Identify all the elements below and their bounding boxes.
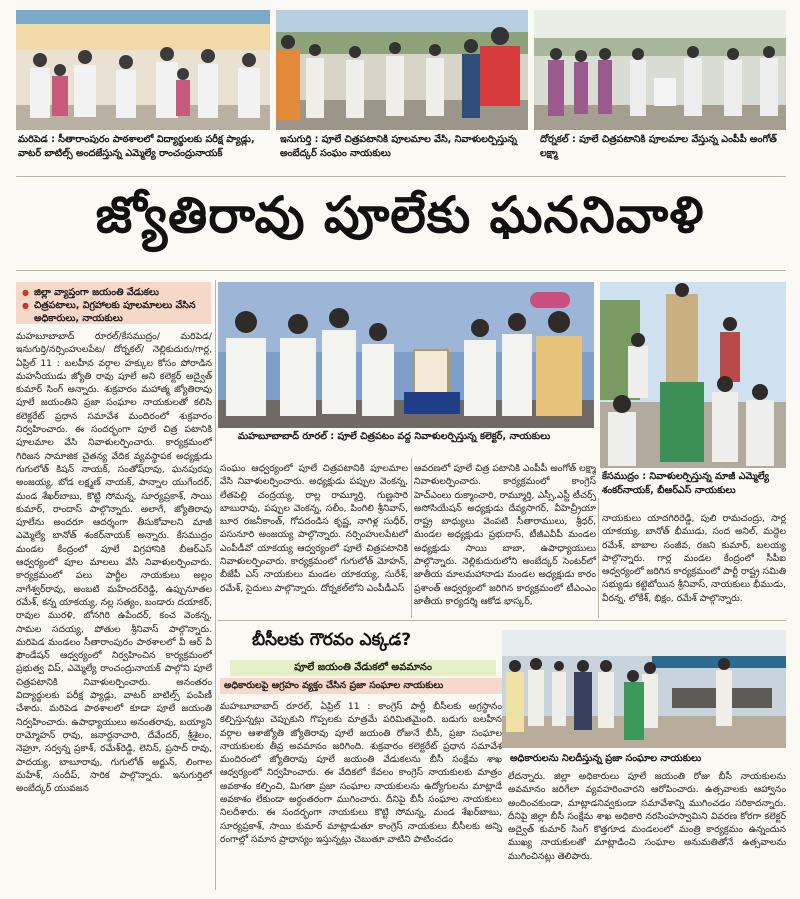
highlights-box — [16, 282, 211, 324]
article-column-center-right — [414, 462, 596, 616]
article-column-center — [220, 462, 408, 616]
article-text: సంఘం ఆధ్వర్యంలో పూలే చిత్రపటానికి పూలమాల వేసి నివాళులర్పించారు. అధ్యక్షుడు పప్పుల వెంకన్న, లేతపెల్లి చంద్రయ్య, రాల్ల రామ్మూర్తి, గుణ్ణసారి బాబురావు, పప్పుల వెంకన్న, సలీం, పింగిలి శ్రీనివాస్, బూర రజనీకాంత్, గోపదండిస కృష్ణ, నాగిళ్ల సుధీర్, పసునూరి అంజయ్య పాల్గొన్నారు. నర్సింహులపేటలో ఎంపీడీవో యాకయ్య ఆధ్వర్యంలో పూలే చిత్రపటానికి నివాళులర్పించారు. కార్యక్రమంలో గుగులోత్ మోహన్, బీజేపీ ఎస్ నాయకులు మండల యాకయ్య, సురేశ్, రమేశ్, సైదులు పాల్గొన్నారు. దోర్నకల్‌లోని ఎంపీడీఎస్ — [220, 463, 408, 594]
page-headline: జ్యోతిరావు పూలేకు ఘననివాళి — [95, 186, 705, 244]
divider-col-1 — [215, 280, 216, 890]
caption-kesamudram-tribute: కేసముద్రం : నివాళులర్పిస్తున్న మాజీ ఎమ్మెల్యే శంకర్‌నాయక్, బీఆర్ఎస్ నాయకులు — [602, 471, 769, 496]
highlight-bullet: ● జిల్లా వ్యాప్తంగా జయంతి వేడుకలు — [22, 286, 205, 299]
article-text: నాయకులు యాదగిరిరెడ్డి, పులి రామచంద్రు, సార్ల యాకయ్య, బానోత్ భీముడు, సంద అనిల్, మద్దెల రమేశ్, బాబాల సంజీవ, రజని కుమార్, బలయ్య పాల్గొన్నారు. గార్ల మండల కేంద్రంలో సీపీఐ ఆధ్వర్యంలో జరిగిన కార్యక్రమంలో పార్టీ రాష్ట్ర సమితి సభ్యుడు కట్టెబోయిన శ్రీనివాస్, నాయకులు భీముడు, వీరన్న, లోకేశ్, భిక్షం, రమేశ్ పాల్గొన్నారు. — [602, 513, 786, 604]
substory-body-right — [508, 770, 786, 886]
caption-top-left: మరిపెడ : సీతారాంపురం పాఠశాలలో విద్యార్థులకు పరీక్ష ప్యాడ్లు, వాటర్ బాటిల్స్ అందజేస్తున్న ఎమ్మెల్యే రాంచంద్రునాయక్ — [18, 134, 255, 159]
photo-kesamudram-tribute — [600, 282, 786, 468]
photo-leaders-questioning — [502, 630, 786, 748]
highlight-bullet: ● చిత్రపటాలు, విగ్రహాలకు పూలమాలలు వేసిన అధికారులు, నాయకులు — [22, 299, 205, 325]
caption-leaders-questioning: అధికారులను నిలదీస్తున్న ప్రజా సంఘాల నాయకులు — [510, 753, 702, 764]
substory-title: బీసీలకు గౌరవం ఎక్కడ? — [252, 630, 412, 650]
caption-collector-tribute: మహబూబాబాద్ రూరల్ : పూలే చిత్రపటం వద్ద నివాళులర్పిస్తున్న కలెక్టర్, నాయకులు — [238, 431, 551, 442]
photo-collector-tribute — [218, 282, 594, 428]
substory-highlight-2: అధికారులపై ఆగ్రహం వ్యక్తం చేసిన ప్రజా సంఘాల నాయకులు — [220, 678, 504, 694]
article-text: మహబూబాబాద్ రూరల్/కేసముద్రం/ మరిపెడ/ ఇనుగుర్తి/నర్సింహులపేట/ దోర్నకల్/ నెల్లికుదురు/గార్ల, ఏప్రిల్ 11 : బలహీన వర్గాల హక్కుల కోసం పోరాడిన మహనీయుడు జ్యోతి రావు పూలే అని కలెక్టర్ అద్వైత్ కుమార్ సింగ్ అన్నారు. శుక్రవారం మహాత్మ జ్యోతిరావు పూలే జయంతిని ప్రజా సంఘాల నాయకులతో కలిసి కలెక్టరేట్ ప్రధాన సమావేశ మందిరంలో శుక్రవారం నిర్వహించారు. ఈ సందర్భంగా పూలే చిత్ర పటానికి పూలమాల వేసి నివాళులర్పించారు. కార్యక్రమంలో గిరిజన సామాజిక చైతన్య వేదిక వ్యవస్థాపక అధ్యక్షుడు గుగులోత్ కిషన్ నాయక్, సంతోష్‌రావు, ఘనపురపు అంజయ్య, బోడ లక్ష్మణ్ నాయక్, పాన్నాల యుగేందర్, మండ శేఖర్‌బాబు, కొట్టి సోమన్న, సూర్యప్రకాశ్, సాయి కుమార్, రాందాస్ పాల్గొన్నారు. అలాగే, జ్యోతిరావు పూలేను అందరూ ఆదర్శంగా తీసుకోవాలని మాజీ ఎమ్మెల్యే బానోత్ శంకర్‌నాయక్ అన్నారు. కేసముద్రం మండల కేంద్రంలో పూలే విగ్రహానికి బీఆర్ఎస్ ఆధ్వర్యంలో పూల మాలలు వేసి నివాళులర్పించారు. కార్యక్రమంలో పలు పార్టీల నాయకులు అల్లం నాగేశ్వర్‌రావు, అంబటి మహేందర్‌రెడ్డి, ఉప్పునూతల రమేశ్, కన్న యాకయ్య, నల్ల సత్యం, బండారు దయాకర్, రావుల మురళి, బోనగిరి ఉపేందర్, కంచ వెంకన్న, సామల సదయ్య, పోతుల శ్రీనివాస్ పాల్గొన్నారు. మరిపెడ మండలం సీతారాంపురం పాఠశాలలో వీ ఆర్ వీ ఫౌండేషన్ ఆధ్వర్యంలో నిర్వహించిన కార్యక్రమంలో ప్రభుత్వ విప్, ఎమ్మెల్యే రాంచంద్రునాయక్ పాల్గొని పూలే చిత్రపటానికి నివాళులర్పించారు. అనంతరం విద్యార్థులకు పరీక్ష ప్యాడ్లు, వాటర్ బాటిల్స్ పంపిణీ చేశారు. మరిపెడ పాఠశాలలో కూడా పూలే జయంతి నిర్వహించారు. ఉపాధ్యాయులు అనంతరావు, బయ్యాని రామ్మోహన్ రావు, జనార్దనాచారి, దేవేందర్, శ్రీశైలం, నెహ్రూ, సర్వన్న ప్రకాశ్, రమేశ్‌రెడ్డి, లెనిన్, ప్రసాద్ రావు, పాదయ్య, బాబూరావు, గుగులోత్ అర్జున్, లింగాల మహేశ్, సందీప్, సారిక పాల్గొన్నారు. ఇనుగుర్తిలో అంబేద్కర్ యువజన — [16, 331, 212, 795]
substory-body-left — [220, 700, 502, 886]
substory-highlight-1: పూలే జయంతి వేడుకలో అవమానం — [230, 660, 496, 676]
divider-top — [16, 176, 786, 177]
caption-top-middle: ఇనుగుర్తి : పూలే చిత్రపటానికి పూలమాల వేసి, నివాళులర్పిస్తున్న అంబేద్కర్ సంఘం నాయకులు — [280, 134, 517, 159]
article-text: మహబూబాబాద్ రూరల్, ఏప్రిల్ 11 : కాంగ్రెస్ పార్టీ బీసీలకు అగ్రస్థానం కల్పిస్తున్నట్లు చెప్పుకుని గొప్పలకు మాత్రమే పరిమితమైంది. బడుగు బలహీన వర్గాల ఆశాజ్యోతి జ్యోతిరావు పూలే జయంతి రోజునే బీసీ, ప్రజా సంఘాల నాయకులకు తీవ్ర అవమానం జరిగింది. శుక్రవారం కలెక్టరేట్ ప్రధాన సమావేశ మందిరంలో జ్యోతిరావు పూలే జయంతి వేడుకలను బీసీ సంక్షేమ శాఖ ఆధ్వర్యంలో నిర్వహించారు. ఈ వేదికలో కేవలం కాంగ్రెస్ నాయకులకు మాత్రం అవకాశం కల్పించి, మిగతా ప్రజా సంఘాల నాయకులను ఉద్యోగులను మాట్లాడే అవకాశం లేకుండా అర్ధంతరంగా ముగించారు. దీనిపై బీసీ సంఘాల నాయకులు నిలదీశారు. ఈ సందర్భంగా నాయకులు కొట్టి సోమన్న, మండ శేఖర్‌బాబు, సూర్యప్రకాశ్, సాయి కుమార్ మాట్లాడుతూ కాంగ్రెస్ నాయకులు బీసీలకు అన్ని రంగాల్లో సమాన ప్రాధాన్యం ఇస్తున్నట్లు చెబుతూ వాటిని పాటించడం — [220, 701, 502, 845]
caption-top-right: దోర్నకల్ : పూలే చిత్రపటానికి పూలమాల వేస్తున్న ఎంపీపీ అంగోత్ లక్ష్మా — [540, 134, 777, 159]
divider-col-3 — [598, 498, 599, 618]
article-column-far-right — [602, 512, 786, 616]
divider-headline — [16, 270, 786, 271]
divider-substory — [218, 620, 786, 621]
article-text: లేదన్నారు. జిల్లా అధికారులు పూలే జయంతి రోజు బీసీ నాయకులను అవమానం జరిగేలా వ్యవహరించారని ఆరోపించారు. ఉత్సవాలకు ఆహ్వానం అందించకుండా, మాట్లాడనివ్వకుండా సమావేశాన్ని ముగించడం సరికాదన్నారు. దీనిపై జిల్లా బీసీ సంక్షేమ శాఖ అధికారి నరసింహస్వామిని వివరణ కోరగా కలెక్టర్ అద్వైత్ కుమార్ సింగ్ కొత్తగూడ మండలంలో మంత్రి కార్యక్రమం ఉన్నందున ముఖ్య నాయకులతో మాట్లాడించి సంఘాల అనుమతితోనే ఉత్సవాలను ముగించినట్లు తెలిపారు. — [508, 771, 786, 862]
photo-top-left — [16, 10, 270, 130]
article-column-left — [16, 330, 212, 888]
photo-top-right — [534, 10, 786, 130]
divider-col-2 — [411, 458, 412, 618]
article-text: ఆవరణలో పూలే చిత్ర పటానికి ఎంపీపీ అంగోత్ లక్ష్మా నివాళులర్పించారు. కార్యక్రమంలో కాంగ్రెస్ హెచ్ఎంలు రుక్మాంచారి, రామ్మూర్తి, ఎస్సీ,ఎస్టీ టీచర్స్ అసోసియేషన్ అధ్యక్షుడు దేవ్యసాగర్, వీహెచ్ర్రీయా రాష్ట్ర బాధ్యులు వెంపటి సీతారాములు, శ్రీధర్, మండల అధ్యక్షుడు ప్రభుదాస్, టీజీఎవీపీ మండల అధ్యక్షుడు సాయి బాబా, ఉపాధ్యాయులు పాల్గొన్నారు. నెల్లికుదురులోని అంబేద్కర్ సెంటర్‌లో జాతీయ మాలమహానాడు మండల అధ్యక్షుడు కారం ప్రశాంత్ ఆధ్వర్యంలో జరిగిన కార్యక్రమంలో టీఎంఎం జాతీయ కార్యదర్శి ఆకోడ భాస్కర్, — [414, 463, 596, 607]
photo-top-middle — [276, 10, 528, 130]
